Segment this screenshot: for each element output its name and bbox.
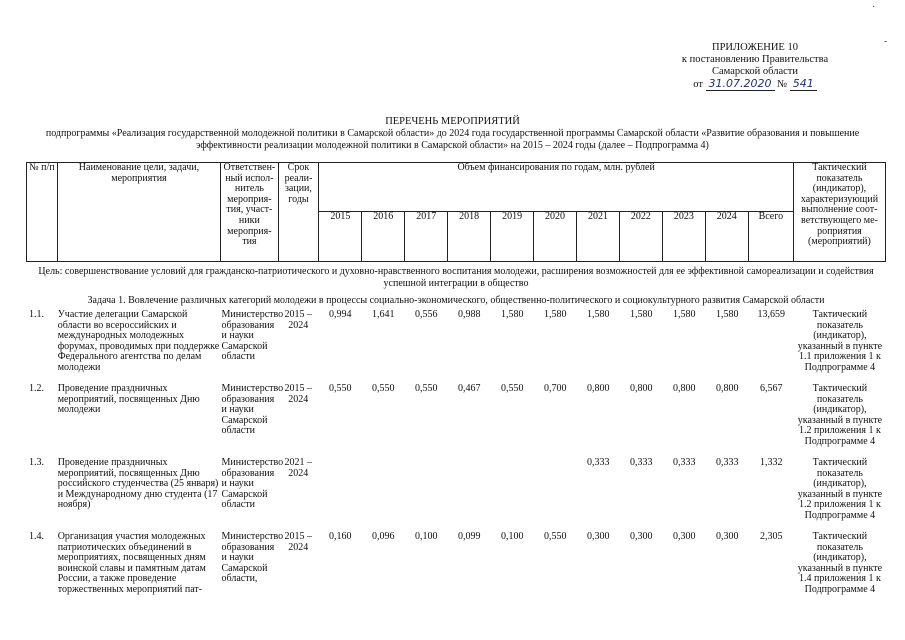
row-value: 0,800 — [673, 383, 696, 394]
total-header: Всего — [748, 212, 793, 262]
goal-text: Цель: совершенствование условий для гражданско-патриотического и духовно-нравственного воспитания молодежи, расширения возможностей для ее эффективной самореализации и содействия успешной интеграции в общество — [38, 266, 874, 289]
row-value — [319, 458, 362, 532]
table-row — [26, 458, 886, 532]
row-value — [448, 458, 491, 532]
row-value: 0,800 — [716, 383, 739, 394]
activities-table — [26, 310, 886, 608]
header-num: № п/п — [27, 163, 58, 262]
year-header: 2024 — [705, 212, 748, 262]
row-name: Организация участия молодежных патриотических объединений в мероприятиях, посвященных дням воинской славы и памятным датам России, а также проведение торжественных мероприятий пат- — [57, 531, 206, 595]
row-value: 0,333 — [630, 457, 653, 468]
row-name: Проведение праздничных мероприятий, посвященных Дню российского студенчества (25 января) и Международному дню студента (17 ноября) — [57, 457, 219, 511]
row-value: 0,100 — [415, 531, 438, 542]
row-number: 1.3. — [29, 457, 44, 468]
year-header: 2019 — [491, 212, 534, 262]
year-header: 2016 — [362, 212, 405, 262]
year-header: 2022 — [619, 212, 662, 262]
appendix-region: Самарской области — [712, 66, 798, 77]
row-value: 0,550 — [501, 383, 524, 394]
appendix-resolution: к постановлению Правительства — [681, 54, 829, 65]
header-funding: Объем финансирования по годам, млн. рублей — [319, 163, 794, 212]
row-term: 2015 – 2024 — [284, 383, 313, 405]
row-value: 0,550 — [329, 383, 352, 394]
number-prefix: № — [777, 79, 788, 90]
row-value: 1,580 — [716, 309, 739, 320]
row-executor: Министерство образования и науки Самарской области — [221, 457, 284, 511]
row-value: 0,800 — [587, 383, 610, 394]
appendix-date-line — [660, 78, 850, 91]
row-value: 1,580 — [501, 309, 524, 320]
row-number: 1.2. — [29, 383, 44, 394]
row-value: 0,096 — [372, 531, 395, 542]
row-name: Проведение праздничных мероприятий, посвященных Дню молодежи — [57, 383, 200, 416]
handwritten-date: 31.07.2020 — [706, 77, 775, 91]
row-executor: Министерство образования и науки Самарской области — [221, 383, 284, 437]
header-executor: Ответствен-ный испол-нитель мероприя-тия, участ-ники мероприя-тия — [221, 163, 278, 262]
appendix-block — [660, 42, 850, 91]
year-header: 2023 — [662, 212, 705, 262]
year-header: 2015 — [319, 212, 362, 262]
header-table — [26, 162, 886, 262]
year-header: 2017 — [405, 212, 448, 262]
row-value: 0,333 — [716, 457, 739, 468]
row-value: 0,994 — [329, 309, 352, 320]
scan-mark: - — [884, 36, 888, 47]
row-value — [491, 458, 534, 532]
row-value: 0,300 — [630, 531, 653, 542]
task-text: Задача 1. Вовлечение различных категорий молодежи в процессы социально-экономического, общественно-политического и социокультурного развития Самарской области — [87, 295, 825, 306]
year-header: 2020 — [534, 212, 577, 262]
row-value: 1,580 — [630, 309, 653, 320]
row-value — [405, 458, 448, 532]
row-value — [534, 458, 577, 532]
row-name: Участие делегации Самарской области во всероссийских и международных молодежных форумах, проводимых при поддержке Федерального агентства по делам молодежи — [57, 309, 220, 373]
row-value: 0,300 — [673, 531, 696, 542]
row-total: 13,659 — [757, 309, 786, 320]
header-name: Наименование цели, задачи, мероприятия — [57, 163, 221, 262]
row-value: 0,800 — [630, 383, 653, 394]
row-value: 1,580 — [673, 309, 696, 320]
row-value: 1,641 — [372, 309, 395, 320]
header-term: Срок реали-зации, годы — [278, 163, 319, 262]
handwritten-number: 541 — [790, 77, 817, 91]
year-header: 2018 — [448, 212, 491, 262]
row-value: 1,580 — [587, 309, 610, 320]
row-value: 1,580 — [544, 309, 567, 320]
row-value: 0,556 — [415, 309, 438, 320]
row-number: 1.1. — [29, 309, 44, 320]
row-indicator: Тактический показатель (индикатор), указанный в пункте 1.4 приложения 1 к Подпрограмме 4 — [797, 531, 883, 595]
row-value: 0,100 — [501, 531, 524, 542]
row-value: 0,333 — [673, 457, 696, 468]
row-value: 0,988 — [458, 309, 481, 320]
date-prefix: от — [693, 79, 703, 90]
row-term: 2015 – 2024 — [284, 309, 313, 331]
row-indicator: Тактический показатель (индикатор), указанный в пункте 1.2 приложения 1 к Подпрограмме 4 — [797, 457, 883, 521]
row-value: 0,550 — [415, 383, 438, 394]
row-value: 0,300 — [587, 531, 610, 542]
table-row — [26, 532, 886, 608]
row-value: 0,099 — [458, 531, 481, 542]
scan-mark: · — [872, 2, 876, 13]
row-value: 0,550 — [544, 531, 567, 542]
row-value: 0,700 — [544, 383, 567, 394]
row-term: 2021 – 2024 — [284, 457, 313, 479]
row-term: 2015 – 2024 — [284, 531, 313, 553]
row-value — [362, 458, 405, 532]
row-total: 1,332 — [760, 457, 783, 468]
row-value: 0,550 — [372, 383, 395, 394]
row-value: 0,300 — [716, 531, 739, 542]
row-number: 1.4. — [29, 531, 44, 542]
row-total: 6,567 — [760, 383, 783, 394]
row-total: 2,305 — [760, 531, 783, 542]
document-subtitle: подпрограммы «Реализация государственной молодежной политики в Самарской области» до 2024 года государственной программы Самарской области «Развитие образования и повышение эффективности реализации молодежной политики в Самарской области» на 2015 – 2024 годы (далее – Подпрограмма 4) — [45, 128, 860, 151]
row-executor: Министерство образования и науки Самарской области — [221, 309, 284, 363]
row-value: 0,160 — [329, 531, 352, 542]
row-executor: Министерство образования и науки Самарской области, — [221, 531, 284, 585]
row-value: 0,333 — [587, 457, 610, 468]
appendix-title: ПРИЛОЖЕНИЕ 10 — [712, 42, 798, 53]
row-value: 0,467 — [458, 383, 481, 394]
table-row — [26, 384, 886, 458]
table-row — [26, 310, 886, 384]
year-header: 2021 — [577, 212, 620, 262]
header-indicator: Тактический показатель (индикатор), характеризующий выполнение соот-ветствующего ме-роприятия (мероприятий) — [793, 163, 885, 262]
document-title: ПЕРЕЧЕНЬ МЕРОПРИЯТИЙ — [385, 116, 520, 127]
row-indicator: Тактический показатель (индикатор), указанный в пункте 1.2 приложения 1 к Подпрограмме 4 — [797, 383, 883, 447]
row-indicator: Тактический показатель (индикатор), указанный в пункте 1.1 приложения 1 к Подпрограмме 4 — [797, 309, 883, 373]
